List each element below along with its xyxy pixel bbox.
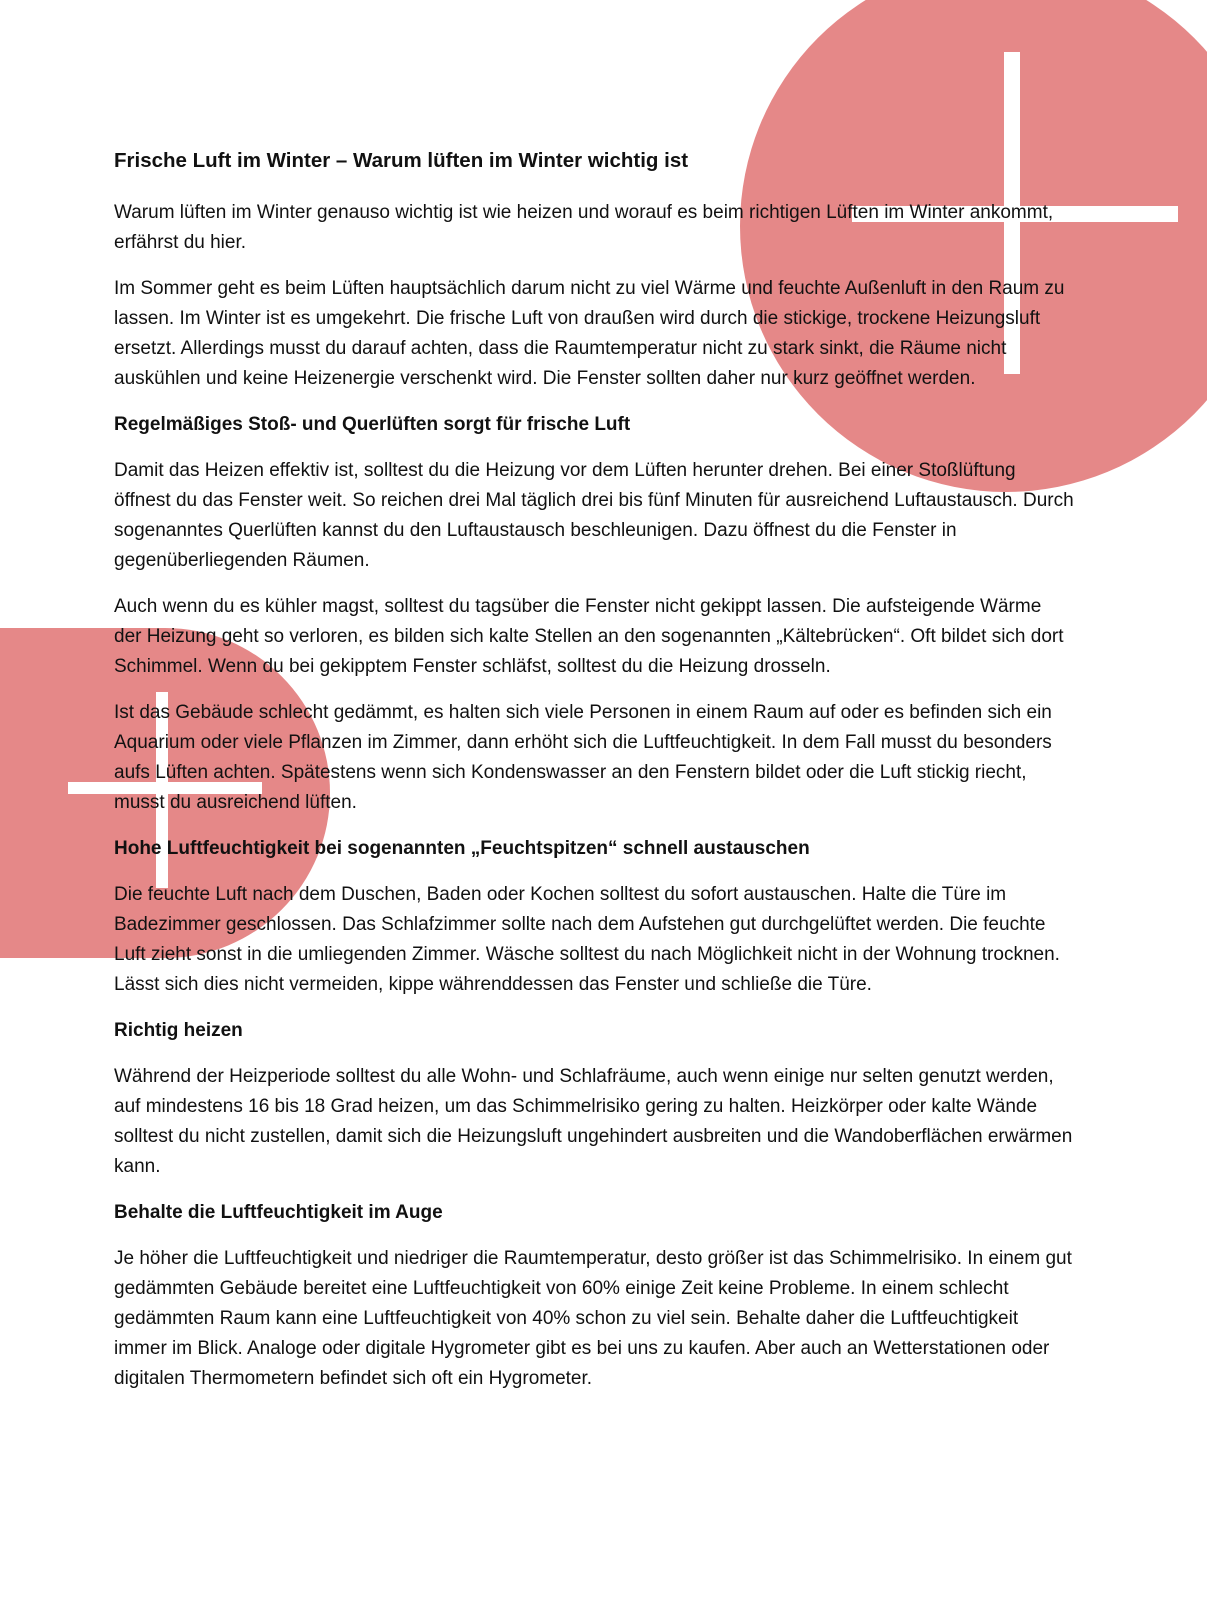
paragraph: Je höher die Luftfeuchtigkeit und niedriger die Raumtemperatur, desto größer ist das Schimmelrisiko. In einem gut gedämmten Gebäude bereitet eine Luftfeuchtigkeit von 60% einige Zeit keine Probleme. In einem schlecht gedämmten Raum kann eine Luftfeuchtigkeit von 40% schon zu viel sein. Behalte daher die Luftfeuchtigkeit immer im Blick. Analoge oder digitale Hygrometer gibt es bei uns zu kaufen. Aber auch an Wetterstationen oder digitalen Thermometern befindet sich oft ein Hygrometer. xyxy=(114,1248,1072,1389)
paragraph: Damit das Heizen effektiv ist, solltest du die Heizung vor dem Lüften herunter drehen. Bei einer Stoßlüftung öffnest du das Fenster weit. So reichen drei Mal täglich drei bis fünf Minuten für ausreichend Luftaustausch. Durch sogenanntes Querlüften kannst du den Luftaustausch beschleunigen. Dazu öffnest du die Fenster in gegenüberliegenden Räumen. xyxy=(114,460,1074,571)
paragraph: Auch wenn du es kühler magst, solltest du tagsüber die Fenster nicht gekippt lassen. Die aufsteigende Wärme der Heizung geht so verloren, es bilden sich kalte Stellen an den sogenannten „Kältebrücken“. Oft bildet sich dort Schimmel. Wenn du bei gekipptem Fenster schläfst, solltest du die Heizung drosseln. xyxy=(114,596,1064,677)
section-heading: Regelmäßiges Stoß- und Querlüften sorgt für frische Luft xyxy=(114,414,631,435)
paragraph: Im Sommer geht es beim Lüften hauptsächlich darum nicht zu viel Wärme und feuchte Außenluft in den Raum zu lassen. Im Winter ist es umgekehrt. Die frische Luft von draußen wird durch die stickige, trockene Heizungsluft ersetzt. Allerdings musst du darauf achten, dass die Raumtemperatur nicht zu stark sinkt, die Räume nicht auskühlen und keine Heizenergie verschenkt wird. Die Fenster sollten daher nur kurz geöffnet werden. xyxy=(114,278,1065,389)
section-heading: Behalte die Luftfeuchtigkeit im Auge xyxy=(114,1202,443,1223)
paragraph: Ist das Gebäude schlecht gedämmt, es halten sich viele Personen in einem Raum auf oder es befinden sich ein Aquarium oder viele Pflanzen im Zimmer, dann erhöht sich die Luftfeuchtigkeit. In dem Fall musst du besonders aufs Lüften achten. Spätestens wenn sich Kondenswasser an den Fenstern bildet oder die Luft stickig riecht, musst du ausreichend lüften. xyxy=(114,702,1052,813)
article-intro: Warum lüften im Winter genauso wichtig ist wie heizen und worauf es beim richtigen Lüften im Winter ankommt, erfährst du hier. xyxy=(114,202,1054,253)
article xyxy=(114,146,1074,1410)
section-heading: Richtig heizen xyxy=(114,1020,243,1041)
paragraph: Die feuchte Luft nach dem Duschen, Baden oder Kochen solltest du sofort austauschen. Halte die Türe im Badezimmer geschlossen. Das Schlafzimmer sollte nach dem Aufstehen gut durchgelüftet werden. Die feuchte Luft zieht sonst in die umliegenden Zimmer. Wäsche solltest du nach Möglichkeit nicht in der Wohnung trocknen. Lässt sich dies nicht vermeiden, kippe währenddessen das Fenster und schließe die Türe. xyxy=(114,884,1060,995)
section-heading: Hohe Luftfeuchtigkeit bei sogenannten „Feuchtspitzen“ schnell austauschen xyxy=(114,838,810,859)
paragraph: Während der Heizperiode solltest du alle Wohn- und Schlafräume, auch wenn einige nur selten genutzt werden, auf mindestens 16 bis 18 Grad heizen, um das Schimmelrisiko gering zu halten. Heizkörper oder kalte Wände solltest du nicht zustellen, damit sich die Heizungsluft ungehindert ausbreiten und die Wandoberflächen erwärmen kann. xyxy=(114,1066,1073,1177)
article-title: Frische Luft im Winter – Warum lüften im Winter wichtig ist xyxy=(114,149,689,172)
